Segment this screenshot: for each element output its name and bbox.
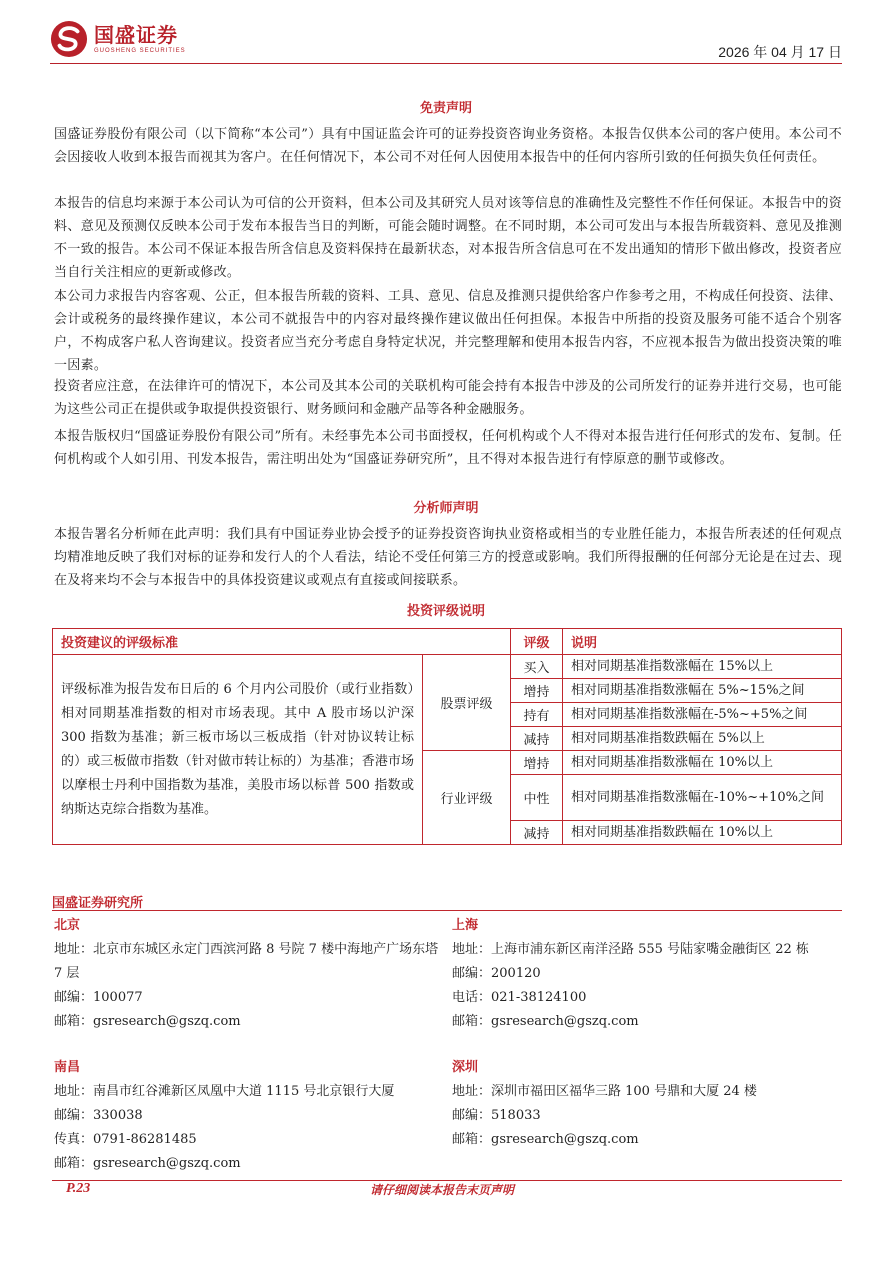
industry-rating-label: 行业评级 [423, 751, 511, 845]
page-header [50, 20, 842, 64]
office-city: 北京 [54, 918, 81, 933]
office-postcode: 邮编：330038 [54, 1108, 143, 1123]
institute-divider [52, 910, 842, 911]
note-header: 说明 [563, 629, 842, 655]
office-address: 地址：上海市浦东新区南洋泾路 555 号陆家嘴金融街区 22 栋 [452, 942, 809, 957]
institute-title: 国盛证券研究所 [52, 896, 144, 911]
rating-note: 相对同期基准指数涨幅在-5%~+5%之间 [563, 703, 842, 727]
office-email: 邮箱：gsresearch@gszq.com [54, 1014, 241, 1029]
rating-note: 相对同期基准指数涨幅在 5%~15%之间 [563, 679, 842, 703]
office-beijing [54, 914, 439, 1034]
office-shanghai [452, 914, 842, 1034]
guosheng-logo-icon [50, 20, 88, 58]
office-postcode: 邮编：100077 [54, 990, 143, 1005]
logo-chinese-name: 国盛证券 [94, 23, 178, 47]
level-header: 评级 [511, 629, 563, 655]
office-email: 邮箱：gsresearch@gszq.com [452, 1014, 639, 1029]
rating-level: 减持 [511, 727, 563, 751]
disclaimer-paragraph: 本报告的信息均来源于本公司认为可信的公开资料，但本公司及其研究人员对该等信息的准确性及完整性不作任何保证。本报告中的资料、意见及预测仅反映本公司于发布本报告当日的判断，可能会随时调整。在不同时期，本公司可发出与本报告所载资料、意见及推测不一致的报告。本公司不保证本报告所含信息及资料保持在最新状态，对本报告所含信息可在不发出通知的情形下做出修改，投资者应当自行关注相应的更新或修改。 [54, 196, 842, 280]
office-shenzhen [452, 1056, 842, 1152]
rating-level: 买入 [511, 655, 563, 679]
analyst-statement-text: 本报告署名分析师在此声明：我们具有中国证券业协会授予的证券投资咨询执业资格或相当的专业胜任能力，本报告所表述的任何观点均精准地反映了我们对标的证券和发行人的个人看法，结论不受任何第三方的授意或影响。我们所得报酬的任何部分无论是在过去、现在及将来均不会与本报告中的具体投资建议或观点有直接或间接联系。 [54, 527, 842, 588]
rating-title: 投资评级说明 [406, 604, 485, 619]
disclaimer-paragraph: 本公司力求报告内容客观、公正，但本报告所载的资料、工具、意见、信息及推测只提供给客户作参考之用，不构成任何投资、法律、会计或税务的最终操作建议，本公司不就报告中的内容对最终操作建议做出任何担保。本报告中所指的投资及服务可能不适合个别客户，不构成客户私人咨询建议。投资者应当充分考虑自身特定状况，并完整理解和使用本报告内容，不应视本报告为做出投资决策的唯一因素。 [54, 289, 842, 373]
rating-level: 增持 [511, 679, 563, 703]
office-email: 邮箱：gsresearch@gszq.com [452, 1132, 639, 1147]
disclaimer-paragraph: 本报告版权归“国盛证券股份有限公司”所有。未经事先本公司书面授权，任何机构或个人不得对本报告进行任何形式的发布、复制。任何机构或个人如引用、刊发本报告，需注明出处为“国盛证券研究所”，且不得对本报告进行有悖原意的删节或修改。 [54, 429, 842, 467]
footer-note: 请仔细阅读本报告末页声明 [370, 1183, 515, 1197]
logo-english-name: GUOSHENG SECURITIES [94, 48, 186, 54]
disclaimer-paragraph: 投资者应注意，在法律许可的情况下，本公司及其本公司的关联机构可能会持有本报告中涉及的公司所发行的证券并进行交易，也可能为这些公司正在提供或争取提供投资银行、财务顾问和金融产品等各种金融服务。 [54, 379, 842, 417]
stock-rating-label: 股票评级 [423, 655, 511, 751]
rating-standard-text: 评级标准为报告发布日后的 6 个月内公司股价（或行业指数）相对同期基准指数的相对市场表现。其中 A 股市场以沪深 300 指数为基准；新三板市场以三板成指（针对协议转让标的）或三板做市指数（针对做市转让标的）为基准；香港市场以摩根士丹利中国指数为基准，美股市场以标普 500 指数或纳斯达克综合指数为基准。 [53, 655, 423, 845]
office-nanchang [54, 1056, 444, 1176]
rating-table [52, 628, 842, 845]
office-email: 邮箱：gsresearch@gszq.com [54, 1156, 241, 1171]
rating-level: 中性 [511, 775, 563, 821]
office-address: 地址：深圳市福田区福华三路 100 号鼎和大厦 24 楼 [452, 1084, 757, 1099]
office-address: 地址：南昌市红谷滩新区凤凰中大道 1115 号北京银行大厦 [54, 1084, 395, 1099]
report-date: 2026 年 04 月 17 日 [718, 44, 842, 60]
office-fax: 传真：0791-86281485 [54, 1132, 197, 1147]
table-row [53, 655, 842, 679]
rating-note: 相对同期基准指数涨幅在 15%以上 [563, 655, 842, 679]
rating-level: 减持 [511, 821, 563, 845]
office-city: 南昌 [54, 1060, 81, 1075]
office-city: 上海 [452, 918, 479, 933]
office-address: 地址：北京市东城区永定门西滨河路 8 号院 7 楼中海地产广场东塔 7 层 [54, 942, 439, 981]
rating-note: 相对同期基准指数跌幅在 5%以上 [563, 727, 842, 751]
rating-level: 持有 [511, 703, 563, 727]
analyst-statement-title: 分析师声明 [413, 501, 479, 516]
disclaimer-paragraph: 国盛证券股份有限公司（以下简称“本公司”）具有中国证监会许可的证券投资咨询业务资格。本报告仅供本公司的客户使用。本公司不会因接收人收到本报告而视其为客户。在任何情况下，本公司不对任何人因使用本报告中的任何内容所引致的任何损失负任何责任。 [54, 127, 842, 165]
page-number: P.23 [66, 1181, 91, 1196]
rating-table-header [53, 629, 842, 655]
disclaimer-title: 免责声明 [419, 101, 472, 116]
office-postcode: 邮编：200120 [452, 966, 541, 981]
standard-header: 投资建议的评级标准 [53, 629, 511, 655]
rating-note: 相对同期基准指数涨幅在 10%以上 [563, 751, 842, 775]
rating-note: 相对同期基准指数跌幅在 10%以上 [563, 821, 842, 845]
office-city: 深圳 [452, 1060, 479, 1075]
rating-level: 增持 [511, 751, 563, 775]
rating-note: 相对同期基准指数涨幅在-10%~+10%之间 [563, 775, 842, 821]
office-postcode: 邮编：518033 [452, 1108, 541, 1123]
company-logo [50, 20, 186, 58]
office-phone: 电话：021-38124100 [452, 990, 587, 1005]
